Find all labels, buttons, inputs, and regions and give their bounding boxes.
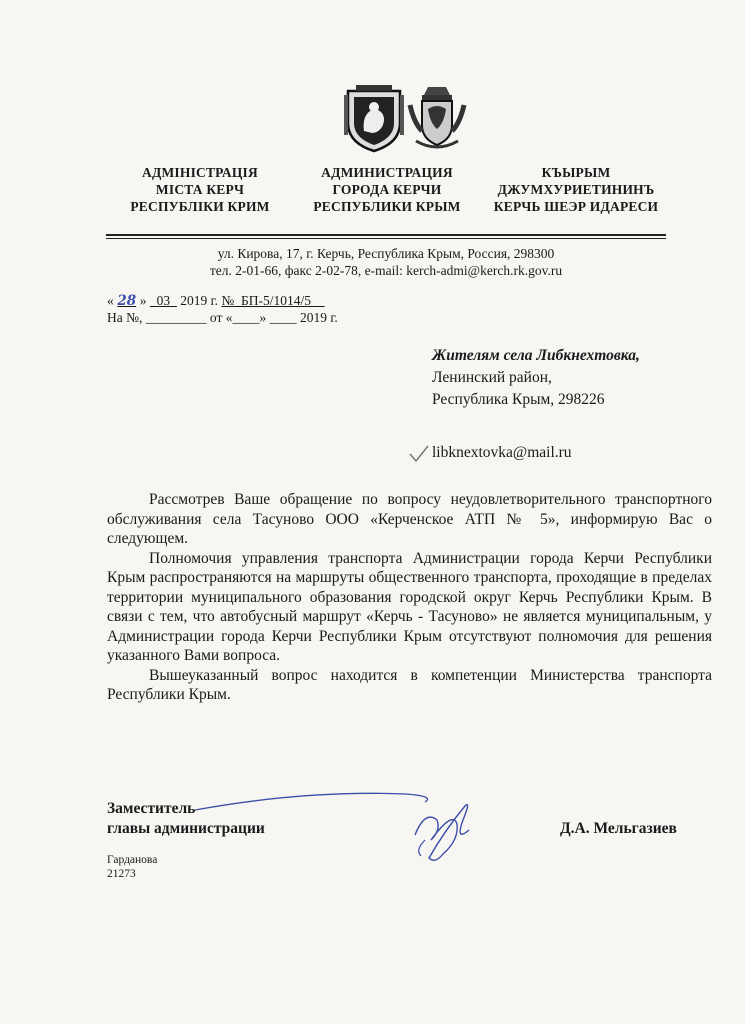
org-center-line1: АДМИНИСТРАЦИЯ xyxy=(321,165,453,180)
org-right-line1: КЪЫРЫМ xyxy=(541,165,611,180)
recipient-name: Жителям села Либкнехтовка, xyxy=(432,347,640,364)
org-center-line2: ГОРОДА КЕРЧИ xyxy=(332,182,442,197)
signer-title-line1: Заместитель xyxy=(107,800,196,817)
body-paragraph-2: Полномочия управления транспорта Администрации города Керчи Республики Крым распространяются на маршруты общественного транспорта, проходящие в пределах территории муниципального образования городской округ Керчь Республики Крым. В связи с тем, что автобусный маршрут «Керчь - Тасуново» не является муниципальным, у Администрации города Керчи Республики Крым отсутствуют полномочия для решения указанного Вами вопроса. xyxy=(107,549,712,664)
kerch-coat-of-arms-icon xyxy=(406,83,468,153)
org-center-line3: РЕСПУБЛИКИ КРЫМ xyxy=(313,199,461,214)
ref-number: БП-5/1014/5 xyxy=(241,293,312,308)
ref-number-label: № xyxy=(221,293,235,308)
crimea-coat-of-arms-icon xyxy=(342,83,406,153)
executor-name: Гарданова xyxy=(107,854,158,866)
contacts-line: тел. 2-01-66, факс 2-02-78, e-mail: kerch-admi@kerch.rk.gov.ru xyxy=(209,263,563,278)
ref-year: 2019 г. xyxy=(180,293,219,308)
address-line: ул. Кирова, 17, г. Керчь, Республика Крым, Россия, 298300 xyxy=(217,246,555,261)
ref-close-quote: » xyxy=(139,293,147,308)
org-right-line2: ДЖУМХУРИЕТИНИНЪ xyxy=(497,182,655,197)
signer-title-line2: главы администрации xyxy=(107,820,265,837)
recipient-district: Ленинский район, xyxy=(432,369,552,386)
handwritten-signature-icon xyxy=(185,780,485,870)
signer-name: Д.А. Мельгазиев xyxy=(560,820,677,837)
org-name-crimean-tatar xyxy=(466,164,686,215)
org-name-russian xyxy=(277,164,497,215)
ref-open-quote: « xyxy=(107,293,114,308)
header-divider-thin xyxy=(106,238,666,239)
checkmark-icon xyxy=(408,444,430,464)
ref-month: 03 xyxy=(156,293,171,308)
body-paragraph-1: Рассмотрев Ваше обращение по вопросу неудовлетворительного транспортного обслуживания села Тасуново ООО «Керченское АТП № 5», информирую Вас о следующем. xyxy=(107,491,712,547)
recipient-region: Республика Крым, 298226 xyxy=(432,391,605,408)
letter-body xyxy=(107,490,712,705)
reply-reference: На №, _________ от «____» ____ 2019 г. xyxy=(107,310,338,325)
body-paragraph-3: Вышеуказанный вопрос находится в компетенции Министерства транспорта Республики Крым. xyxy=(107,666,712,703)
org-left-line1: АДМІНІСТРАЦІЯ xyxy=(142,165,258,180)
header-divider-thick xyxy=(106,234,666,236)
recipient-email: libknextovka@mail.ru xyxy=(432,444,572,461)
org-left-line2: МІСТА КЕРЧ xyxy=(155,182,245,197)
org-left-line3: РЕСПУБЛІКИ КРИМ xyxy=(130,199,270,214)
ref-day-handwritten: 28 xyxy=(117,293,137,309)
executor-phone: 21273 xyxy=(107,868,136,880)
org-right-line3: КЕРЧЬ ШЕЭР ИДАРЕСИ xyxy=(493,199,659,214)
outgoing-reference xyxy=(107,293,325,309)
